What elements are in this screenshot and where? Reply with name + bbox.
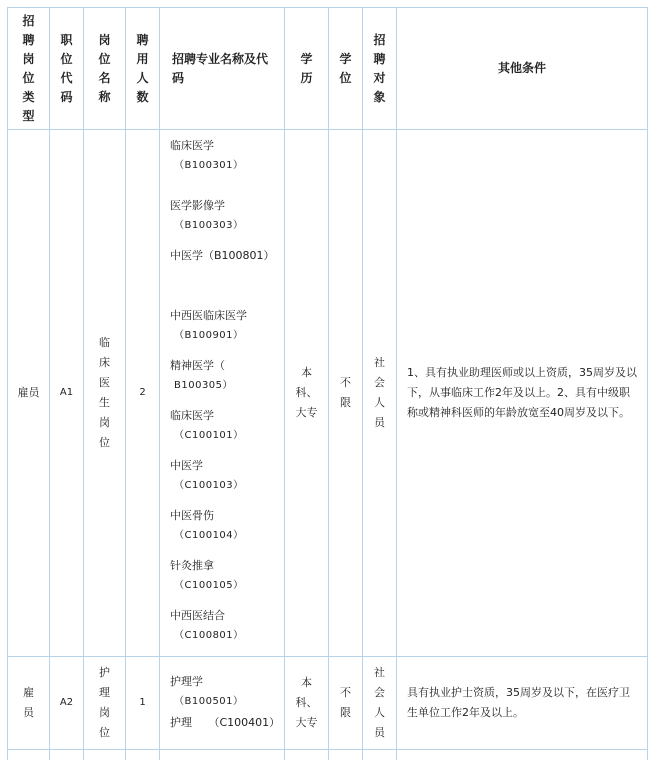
major-name: 临床医学 <box>170 409 214 422</box>
header-name: 岗位名称 <box>84 8 126 130</box>
major-name: 中医骨伤 <box>170 509 214 522</box>
row-name: 临床医生岗位 <box>84 130 126 657</box>
row-code: A2 <box>50 657 84 750</box>
major-code: （C100801） <box>174 630 244 641</box>
header-type: 招聘岗位类型 <box>8 8 50 130</box>
row-other: 1、具有执业助理医师或以上资质，35周岁及以下，从事临床工作2年及以上。2、具有中级职称或精神科医师的年龄放宽至40周岁及以下。 <box>397 130 648 657</box>
major-code: （B100303） <box>174 220 244 231</box>
major-name: 针灸推拿 <box>170 559 214 572</box>
row-majors <box>160 657 285 750</box>
major-name: 护理 （C100401） <box>170 716 281 729</box>
major-name: 中医学（B100801） <box>170 249 275 262</box>
major-name: 护理学 <box>170 675 203 688</box>
recruitment-table <box>7 7 648 760</box>
header-target: 招聘对象 <box>363 8 397 130</box>
header-education: 学历 <box>285 8 329 130</box>
row-education: 本科、大专 <box>285 130 329 657</box>
major-code: （C100104） <box>174 530 244 541</box>
row-name: 护理岗位 <box>84 657 126 750</box>
header-count: 聘用人数 <box>126 8 160 130</box>
row-target: 社会人员 <box>363 130 397 657</box>
table-row <box>8 130 648 657</box>
row-other: 具有执业护士资质，35周岁及以下，在医疗卫生单位工作2年及以上。 <box>397 657 648 750</box>
major-name: 中医学 <box>170 459 203 472</box>
major-code: B100305） <box>174 380 234 391</box>
header-degree: 学位 <box>329 8 363 130</box>
row-code: A1 <box>50 130 84 657</box>
header-major: 招聘专业名称及代码 <box>160 8 285 130</box>
row-education: 本科、大专 <box>285 657 329 750</box>
table-row <box>8 657 648 750</box>
major-code: （B100901） <box>174 330 244 341</box>
major-name: 医学影像学 <box>170 199 225 212</box>
row-degree: 不限 <box>329 130 363 657</box>
major-code: （B100301） <box>174 160 244 171</box>
header-row <box>8 8 648 130</box>
row-target: 社会人员 <box>363 657 397 750</box>
major-name: 中西医结合 <box>170 609 225 622</box>
header-other: 其他条件 <box>397 8 648 130</box>
major-name: 临床医学 <box>170 139 214 152</box>
major-name: 精神医学（ <box>170 359 225 372</box>
major-code: （C100105） <box>174 580 244 591</box>
row-degree: 不限 <box>329 657 363 750</box>
row-type: 雇员 <box>8 130 50 657</box>
row-type: 雇员 <box>8 657 50 750</box>
header-code: 职位代码 <box>50 8 84 130</box>
major-code: （C100101） <box>174 430 244 441</box>
major-code: （C100103） <box>174 480 244 491</box>
row-majors <box>160 130 285 657</box>
table-row-partial <box>8 750 648 760</box>
major-code: （B100501） <box>174 696 244 707</box>
row-count: 2 <box>126 130 160 657</box>
major-name: 中西医临床医学 <box>170 309 247 322</box>
row-count: 1 <box>126 657 160 750</box>
